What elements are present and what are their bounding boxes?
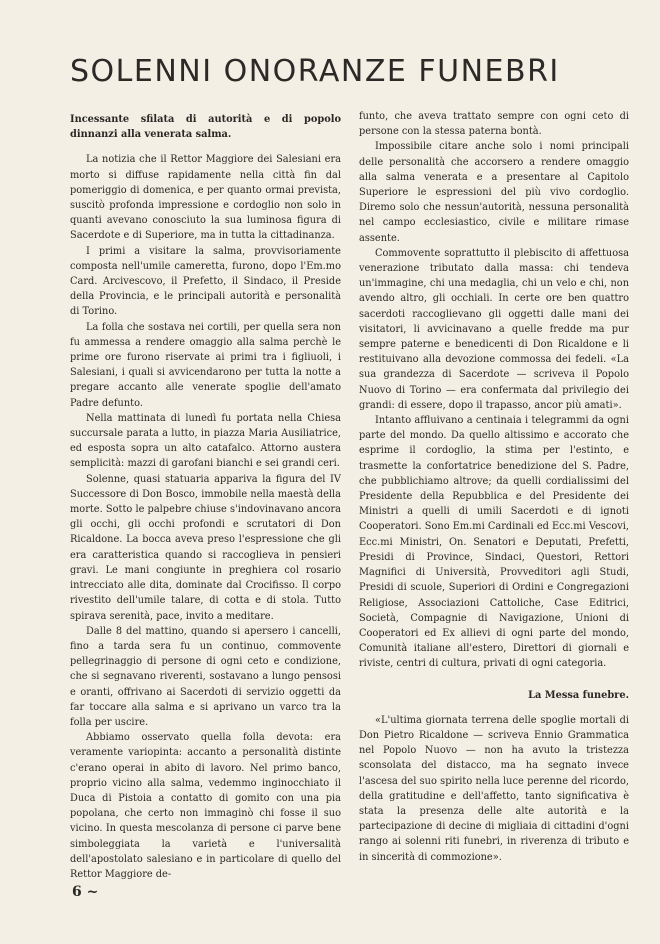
paragraph-continuation: funto, che aveva trattato sempre con ogni ceto di persone con la stessa paterna bontà. [359,111,629,138]
paragraph: La folla che sostava nei cortili, per quella sera non fu ammessa a rendere omaggio alla salma perchè le prime ore furono riservate ai primi tra i figliuoli, i Salesiani, i quali si avvicendarono per tutta la notte a pregare accanto alle venerate spoglie dell'amato Padre defunto. [70,321,341,409]
paragraph: Impossibile citare anche solo i nomi principali delle personalità che accorsero a rendere omaggio alla salma venerata e a presentare al Capitolo Superiore le espressioni del più vivo cordoglio. Diremo solo che nessun'autorità, nessuna personalità nel campo ecclesiastico, civile e militare rimase assente. [359,141,629,244]
paragraph: La notizia che il Rettor Maggiore dei Salesiani era morto si diffuse rapidamente nella città fin dal pomeriggio di domenica, e per quanto ormai prevista, suscitò profonda impressione e cordoglio non solo in quanti avevano conosciuto la sua luminosa figura di Sacerdote e di Superiore, ma in tutta la cittadinanza. [70,154,341,242]
article-subheading: Incessante sfilata di autorità e di popolo dinnanzi alla venerata salma. [70,114,341,141]
paragraph: I primi a visitare la salma, provvisoriamente composta nell'umile cameretta, furono, dopo l'Em.mo Card. Arcivescovo, il Prefetto, il Sindaco, il Preside della Provincia, e le principali autorità e personalità di Torino. [70,245,341,318]
paragraph: Intanto affluivano a centinaia i telegrammi da ogni parte del mondo. Da quello altissimo e accorato che esprime il cordoglio, la stima per l'estinto, e trasmette la confortatrice benedizione del S. Padre, che pubblichiamo altrove; da quelli cordialissimi del Presidente della Repubblica e del Presidente dei Ministri a quelli di umili Sacerdoti e di ignoti Cooperatori. Sono Em.mi Cardinali ed Ecc.mi Vescovi, Ecc.mi Ministri, On. Senatori e Deputati, Prefetti, Presidi di Province, Sindaci, Questori, Rettori Magnifici di Università, Provveditori agli Studi, Presidi di scuole, Superiori di Ordini e Congregazioni Religiose, Associazioni Cattoliche, Case Editrici, Società, Compagnie di Navigazione, Unioni di Cooperatori ed Ex allievi di ogni parte del mondo, Comunità italiane all'estero, Direttori di giornali e riviste, centri di cultura, privati di ogni categoria. [359,415,629,670]
right-column [359,109,629,865]
left-column [70,112,341,882]
section-heading: La Messa funebre. [528,689,629,701]
paragraph: Nella mattinata di lunedì fu portata nella Chiesa succursale parata a lutto, in piazza Maria Ausiliatrice, ed esposta sopra un alto catafalco. Attorno austera semplicità: mazzi di garofani bianchi e sei grandi ceri. [70,412,341,470]
paragraph: Dalle 8 del mattino, quando si apersero i cancelli, fino a tarda sera fu un continuo, commovente pellegrinaggio di persone di ogni ceto e condizione, che si segnavano riverenti, sostavano a lungo pensosi e oranti, offrivano ai Sacerdoti di servizio oggetti da far toccare alla salma e si aprivano un varco tra la folla per uscire. [70,625,341,728]
paragraph: «L'ultima giornata terrena delle spoglie mortali di Don Pietro Ricaldone — scriveva Ennio Grammatica nel Popolo Nuovo — non ha avuto la tristezza sconsolata del distacco, ma ha segnato invece l'ascesa del suo spirito nella luce perenne del ricordo, della gratitudine e dell'affetto, tanto significativa è stata la presenza delle alte autorità e la partecipazione di decine di migliaia di cittadini d'ogni rango ai solenni riti funebri, in riverenza di tributo e in sincerità di commozione». [359,714,629,863]
paragraph: Commovente soprattutto il plebiscito di affettuosa venerazione tributato dalla massa: chi tendeva un'immagine, chi una medaglia, chi un velo e chi, non avendo altro, gli occhiali. In certe ore ben quattro sacerdoti raccoglievano gli oggetti dalle mani dei visitatori, li avvicinavano a quelle fredde ma pur sempre paterne e benedicenti di Don Ricaldone e li restituivano alla devozione commossa dei fedeli. «La sua grandezza di Sacerdote — scriveva il Popolo Nuovo di Torino — era confermata dal privilegio dei grandi: di essere, dopo il trapasso, ancor più amati». [359,247,629,411]
paragraph: Abbiamo osservato quella folla devota: era veramente variopinta: accanto a personalità distinte c'erano operai in abito di lavoro. Nel primo banco, proprio vicino alla salma, vedemmo inginocchiato il Duca di Pistoia a contatto di gomito con una pia popolana, che certo non immaginò chi fosse il suo vicino. In questa mescolanza di persone ci parve bene simboleggiata la varietà e l'universalità dell'apostolato salesiano e in particolare di quello del Rettor Maggiore de- [70,732,341,880]
paragraph: Solenne, quasi statuaria appariva la figura del IV Successore di Don Bosco, immobile nella maestà della morte. Sotto le palpebre chiuse s'indovinavano ancora gli occhi, gli occhi profondi e scrutatori di Don Ricaldone. La bocca aveva preso l'espressione che gli era caratteristica quando si raccoglieva in pensieri gravi. Le mani congiunte in preghiera col rosario intrecciato alle dita, dominate dal Crocifisso. Il corpo rivestito dell'umile talare, di cotta e di stola. Tutto spirava serenità, pace, invito a meditare. [70,473,341,622]
page-number: 6 ~ [72,884,99,900]
page-title: SOLENNI ONORANZE FUNEBRI [70,54,560,90]
